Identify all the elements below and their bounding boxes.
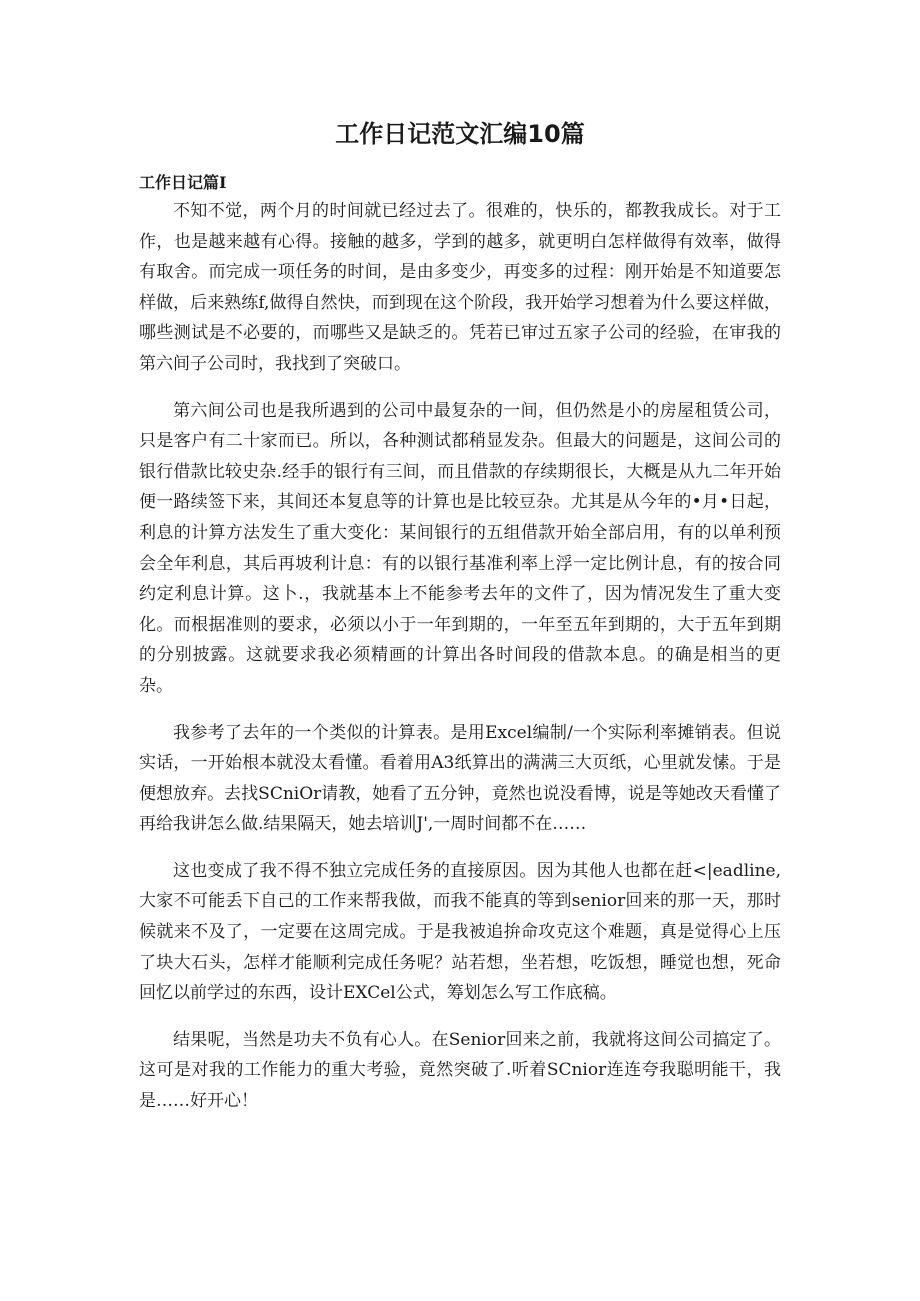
document-title: 工作日记范文汇编10篇	[335, 120, 585, 148]
section-heading: 工作日记篇I	[139, 173, 227, 192]
paragraph: 不知不觉，两个月的时间就已经过去了。很难的，快乐的，都教我成长。对于工作，也是越来越有心得。接触的越多，学到的越多，就更明白怎样做得有效率，做得有取舍。而完成一项任务的时间，是由多变少，再变多的过程：刚开始是不知道要怎样做，后来熟练f,做得自然快，而到现在这个阶段，我开始学习想着为什么要这样做，哪些测试是不必要的，而哪些又是缺乏的。凭若已审过五家子公司的经验，在审我的第六间子公司时，我找到了突破口。	[139, 201, 781, 374]
paragraph: 这也变成了我不得不独立完成任务的直接原因。因为其他人也都在赶<|eadline,大家不可能丢下自己的工作来帮我做，而我不能真的等到senior回来的那一天，那时候就来不及了，一定要在这周完成。于是我被追拚命攻克这个难题，真是觉得心上压了块大石头，怎样才能顺利完成任务呢？站若想，坐若想，吃饭想，睡觉也想，死命回忆以前学过的东西，设计EXCel公式，筹划怎么写工作底稿。	[139, 860, 781, 1004]
paragraph: 我参考了去年的一个类似的计算表。是用Excel编制/一个实际利率摊销表。但说实话，一开始根本就没太看懂。看着用A3纸算出的满满三大页纸，心里就发愫。于是便想放弃。去找SCniOr请教，她看了五分钟，竟然也说没看博，说是等她改天看懂了再给我讲怎么做.结果隔天，她去培训J',一周时间都不在……	[139, 722, 781, 835]
paragraph: 结果呢，当然是功夫不负有心人。在Senior回来之前，我就将这间公司搞定了。这可是对我的工作能力的重大考验，竟然突破了.听着SCnior连连夸我聪明能干，我是……好开心！	[139, 1029, 781, 1112]
document-body	[139, 196, 781, 1133]
paragraph: 第六间公司也是我所遇到的公司中最复杂的一间，但仍然是小的房屋租赁公司，只是客户有二十家而已。所以，各种测试都稍显发杂。但最大的问题是，这间公司的银行借款比较史杂.经手的银行有三间，而且借款的存续期很长，大概是从九二年开始便一路续签下来，其间还本复息等的计算也是比较豆杂。尤其是从今年的•月•日起，利息的计算方法发生了重大变化：某间银行的五组借款开始全部启用，有的以单利预会全年利息，其后再坡利计息：有的以银行基准利率上浮一定比例计息，有的按合同约定利息计算。这卜.，我就基本上不能参考去年的文件了，因为情况发生了重大变化。而根据准则的要求，必须以小于一年到期的，一年至五年到期的，大于五年到期的分别披露。这就要求我必须精画的计算出各时间段的借款本息。的确是相当的更杂。	[139, 400, 781, 696]
